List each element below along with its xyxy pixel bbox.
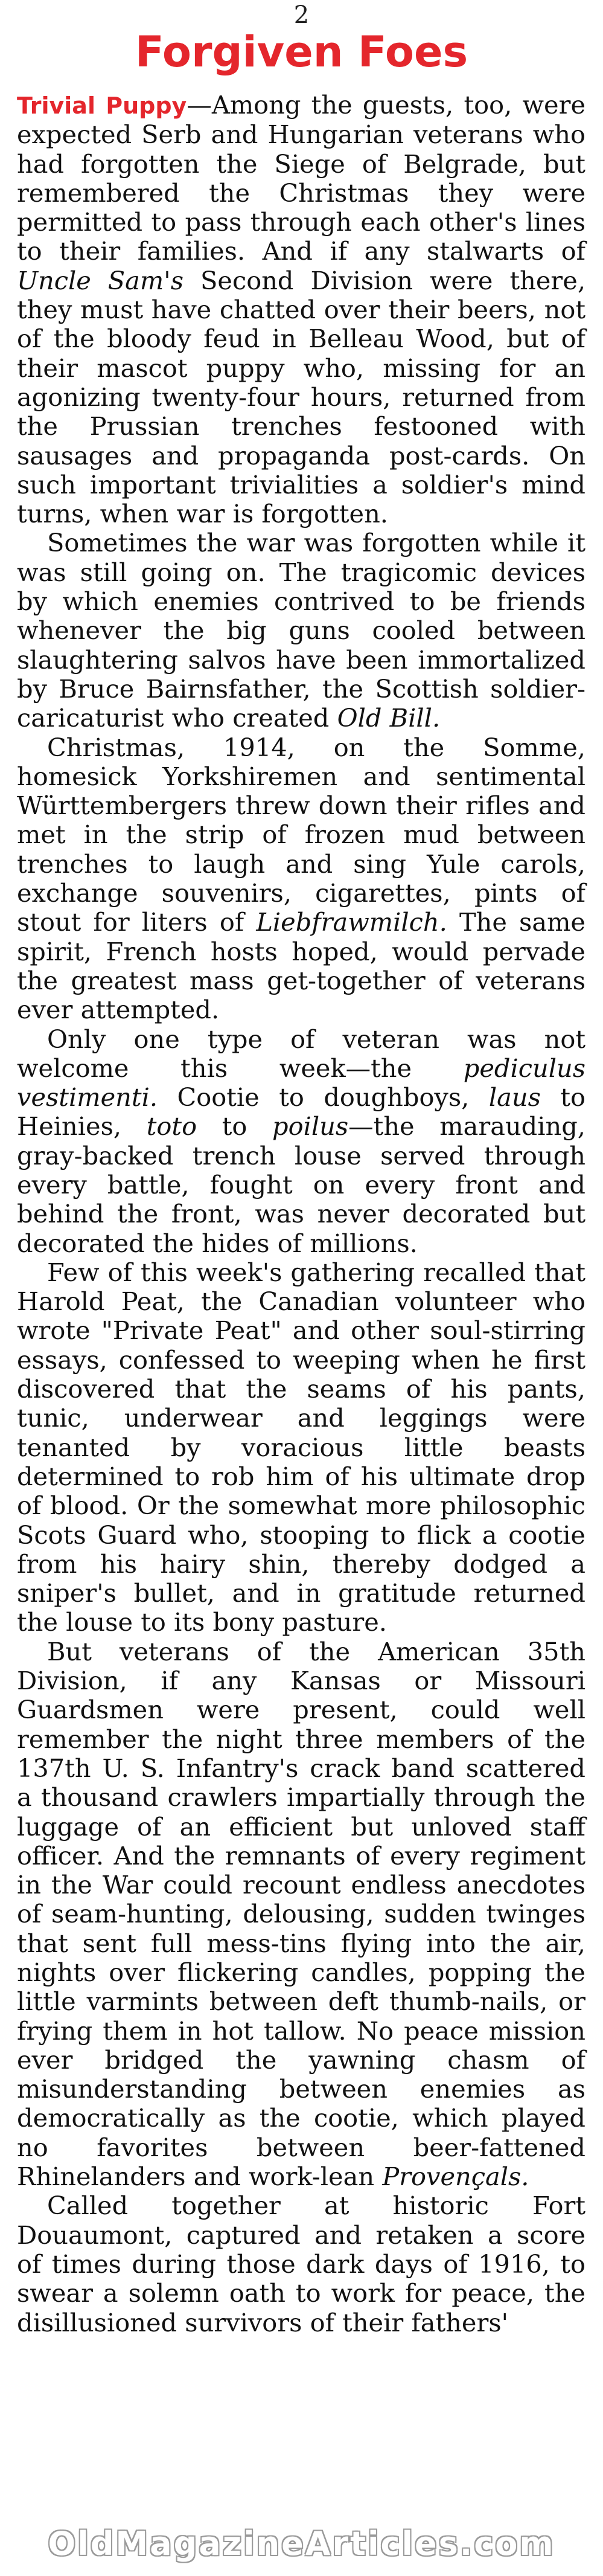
paragraph — [17, 91, 585, 528]
italic-run: Old Bill. — [337, 703, 441, 733]
paragraph — [17, 1025, 585, 1258]
paragraph — [17, 2191, 585, 2337]
text-run: Called together at historic Fort Douaumont, captured and retaken a score of times during those dark days of 1916, to swear a solemn oath to work for peace, the disillusioned survivors of their fathers' — [17, 2191, 585, 2337]
italic-run: pediculus vestimenti. — [17, 1053, 585, 1113]
text-run: Christmas, 1914, on the Somme, homesick Yorkshiremen and sentimental Württembergers threw down their rifles and met in the strip of frozen mud between trenches to laugh and sing Yule carols, exchange souvenirs, cigarettes, pints of stout for liters of — [17, 732, 585, 937]
lead-in: Trivial Puppy — [17, 92, 187, 119]
text-run: Second Division were there, they must have chatted over their beers, not of the bloody feud in Belleau Wood, but of their mascot puppy who, missing for an agonizing twenty-four hours, returned from the Prussian trenches festooned with sausages and propaganda post-cards. On such important trivialities a soldier's mind turns, when war is forgotten. — [17, 265, 586, 529]
text-run: Only one type of veteran was not welcome this week—the — [17, 1024, 585, 1083]
text-run: —Among the guests, too, were expected Serb and Hungarian veterans who had forgotten the Siege of Belgrade, but remembered the Christmas they were permitted to pass through each other's lines to their families. And if any stalwarts of — [17, 90, 586, 266]
text-run: —the marauding, gray-backed trench louse served through every battle, fought on every front and behind the front, was never decorated but decorated the hides of millions. — [17, 1111, 585, 1258]
paragraph — [17, 733, 585, 1025]
text-run: Few of this week's gathering recalled that Harold Peat, the Canadian volunteer who wrote "Private Peat" and other soul-stirring essays, confessed to weeping when he first discovered that the seams of his pants, tunic, underwear and leggings were tenanted by voracious little beasts determined to rob him of his ultimate drop of blood. Or the somewhat more philosophic Scots Guard who, stooping to flick a cootie from his hairy shin, thereby dodged a sniper's bullet, and in gratitude returned the louse to its bony pasture. — [17, 1257, 585, 1637]
text-run: to Heinies, — [17, 1082, 585, 1142]
text-run: Sometimes the war was forgotten while it was still going on. The tragicomic devices by which enemies contrived to be friends whenever the big guns cooled between slaughtering salvos have been immortalized by Bruce Bairnsfather, the Scottish soldier-caricaturist who created — [17, 528, 585, 733]
italic-run: Liebfrawmilch. — [256, 907, 447, 937]
italic-run: toto — [146, 1111, 197, 1142]
text-run: But veterans of the American 35th Division, if any Kansas or Missouri Guardsmen were present, could well remember the night three members of the 137th U. S. Infantry's crack band scattered a thousand crawlers impartially through the luggage of an efficient but unloved staff officer. And the remnants of every regiment in the War could recount endless anecdotes of seam-hunting, delousing, sudden twinges that sent full mess-tins flying into the air, nights over flickering candles, popping the little varmints between deft thumb-nails, or frying them in hot tallow. No peace mission ever bridged the yawning chasm of misunderstanding between enemies as democratically as the cootie, which played no favorites between beer-fattened Rhinelanders and work-lean — [17, 1636, 585, 2192]
italic-run: poilus — [272, 1111, 349, 1142]
italic-run: laus — [488, 1082, 541, 1113]
footer-watermark[interactable]: OldMagazineArticles.com — [0, 2511, 603, 2576]
paragraph — [17, 1637, 585, 2192]
headline: Forgiven Foes — [135, 27, 468, 77]
page-number: 2 — [293, 1, 310, 29]
text-run: Cootie to doughboys, — [158, 1082, 489, 1113]
text-run: to — [197, 1111, 273, 1142]
article-body — [17, 91, 585, 2337]
text-run: The same spirit, French hosts hoped, would pervade the greatest mass get-together of veterans ever attempted. — [17, 907, 585, 1025]
paragraph — [17, 1258, 585, 1637]
italic-run: Uncle Sam's — [17, 265, 183, 295]
italic-run: Provençals. — [382, 2162, 529, 2192]
paragraph-text — [17, 90, 585, 528]
paragraph — [17, 528, 585, 733]
